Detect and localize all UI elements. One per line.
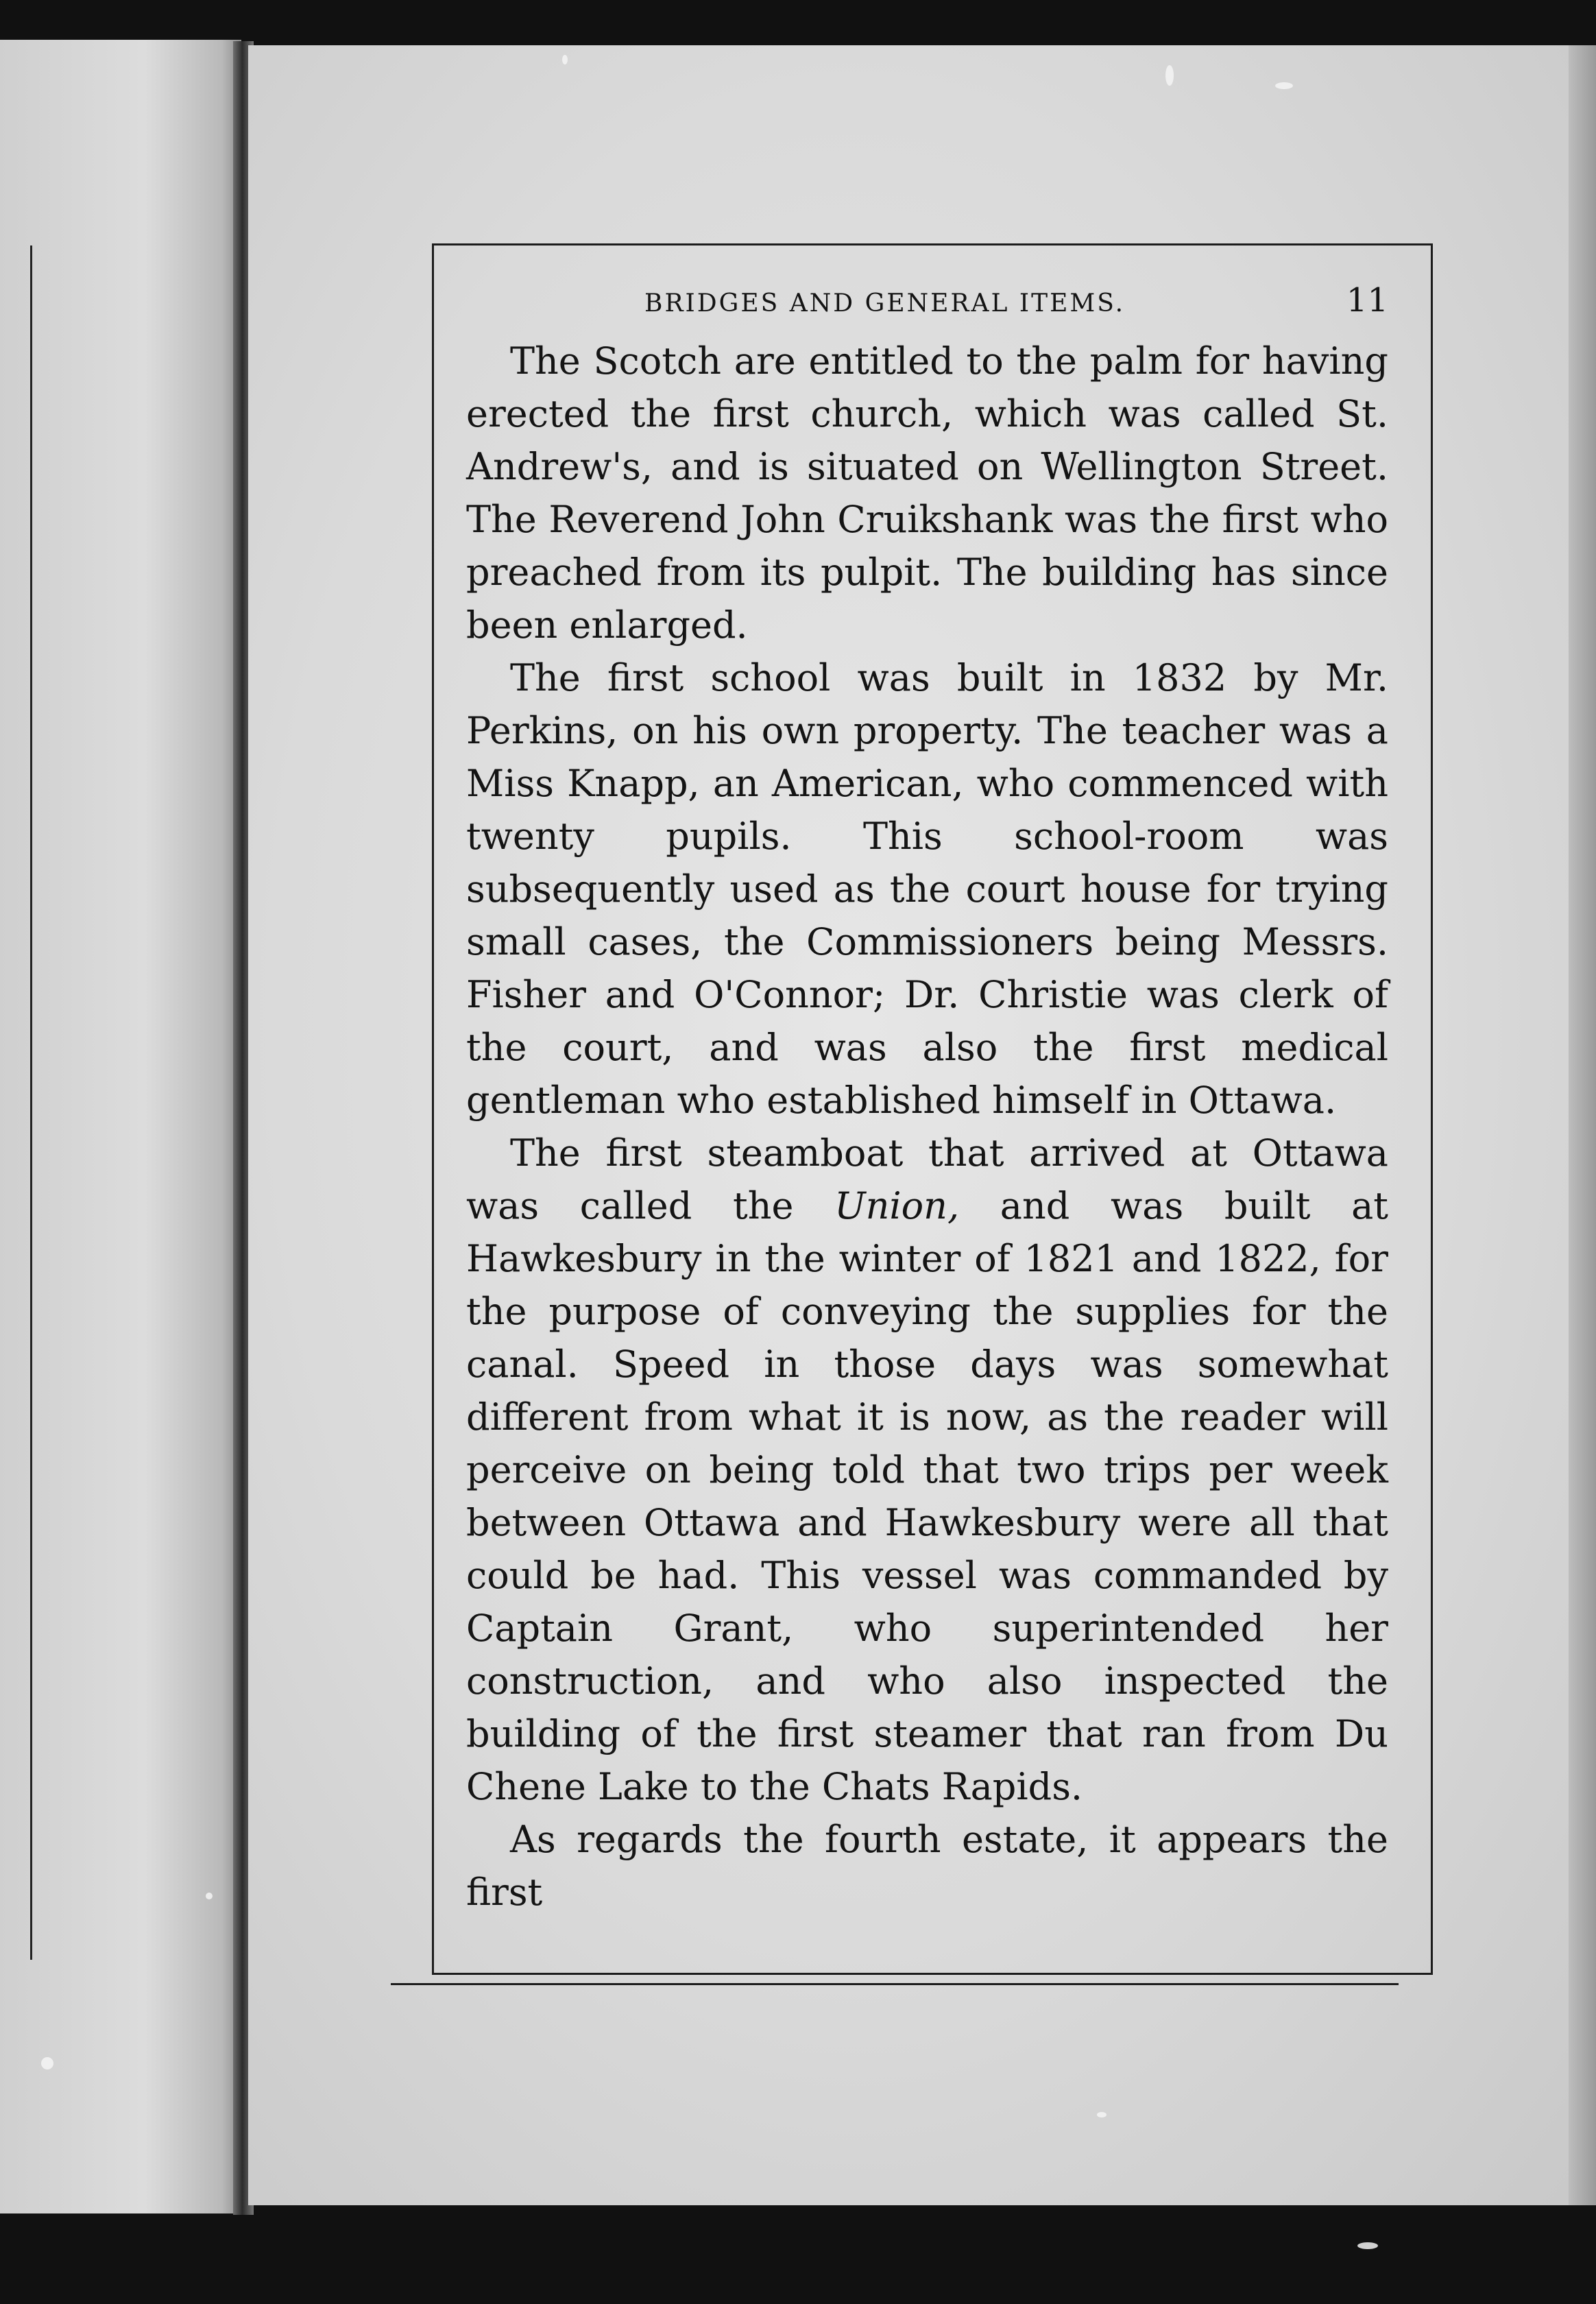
left-page-frame-rule bbox=[0, 245, 32, 1960]
scan-speck bbox=[1357, 2242, 1378, 2249]
steamboat-text-before: The first steamboat that arrived at Ottawa was called the bbox=[466, 1131, 1388, 1227]
paragraph-first-steamboat bbox=[466, 1127, 1388, 1813]
paragraph-fourth-estate: As regards the fourth estate, it appears the first bbox=[466, 1818, 1388, 1914]
scan-speck bbox=[1097, 2112, 1107, 2117]
scan-speck bbox=[41, 2057, 53, 2069]
scan-speck bbox=[1165, 65, 1174, 86]
right-page-edge bbox=[1569, 45, 1596, 2205]
running-head bbox=[466, 281, 1388, 335]
scan-speck bbox=[206, 1893, 213, 1899]
page-text-block bbox=[466, 281, 1388, 1919]
frame-bottom-rule bbox=[391, 1983, 1399, 1985]
paragraph-first-school: The first school was built in 1832 by Mr. Perkins, on his own property. The teacher was a Miss Knapp, an American, who commenced with twenty pupils. This school-room was subsequently used as the court house for trying small cases, the Commissioners being Messrs. Fisher and O'Connor; Dr. Christie was clerk of the court, and was also the first medical gentleman who established himself in Ottawa. bbox=[466, 656, 1388, 1122]
page-number: 11 bbox=[1346, 281, 1388, 320]
steamboat-name: Union, bbox=[834, 1184, 960, 1227]
steamboat-text-after: and was built at Hawkesbury in the winter of 1821 and 1822, for the purpose of conveying the supplies for the canal. Speed in those days was somewhat different from what it is now, as the reader will perceive on being told that two trips per week between Ottawa and Hawkesbury were all that could be had. This vessel was commanded by Captain Grant, who superintended her construction, and who also inspected the building of the first steamer that ran from Du Chene Lake to the Chats Rapids. bbox=[466, 1184, 1388, 1808]
scan-speck bbox=[562, 55, 568, 64]
paragraph-first-church: The Scotch are entitled to the palm for having erected the first church, which was called St. Andrew's, and is situated on Wellington Street. The Reverend John Cruikshank was the first who preached from its pulpit. The building has since been enlarged. bbox=[466, 339, 1388, 647]
running-head-title: BRIDGES AND GENERAL ITEMS. bbox=[644, 289, 1126, 317]
scan-speck bbox=[1275, 82, 1293, 89]
left-page-edge bbox=[0, 40, 241, 2213]
